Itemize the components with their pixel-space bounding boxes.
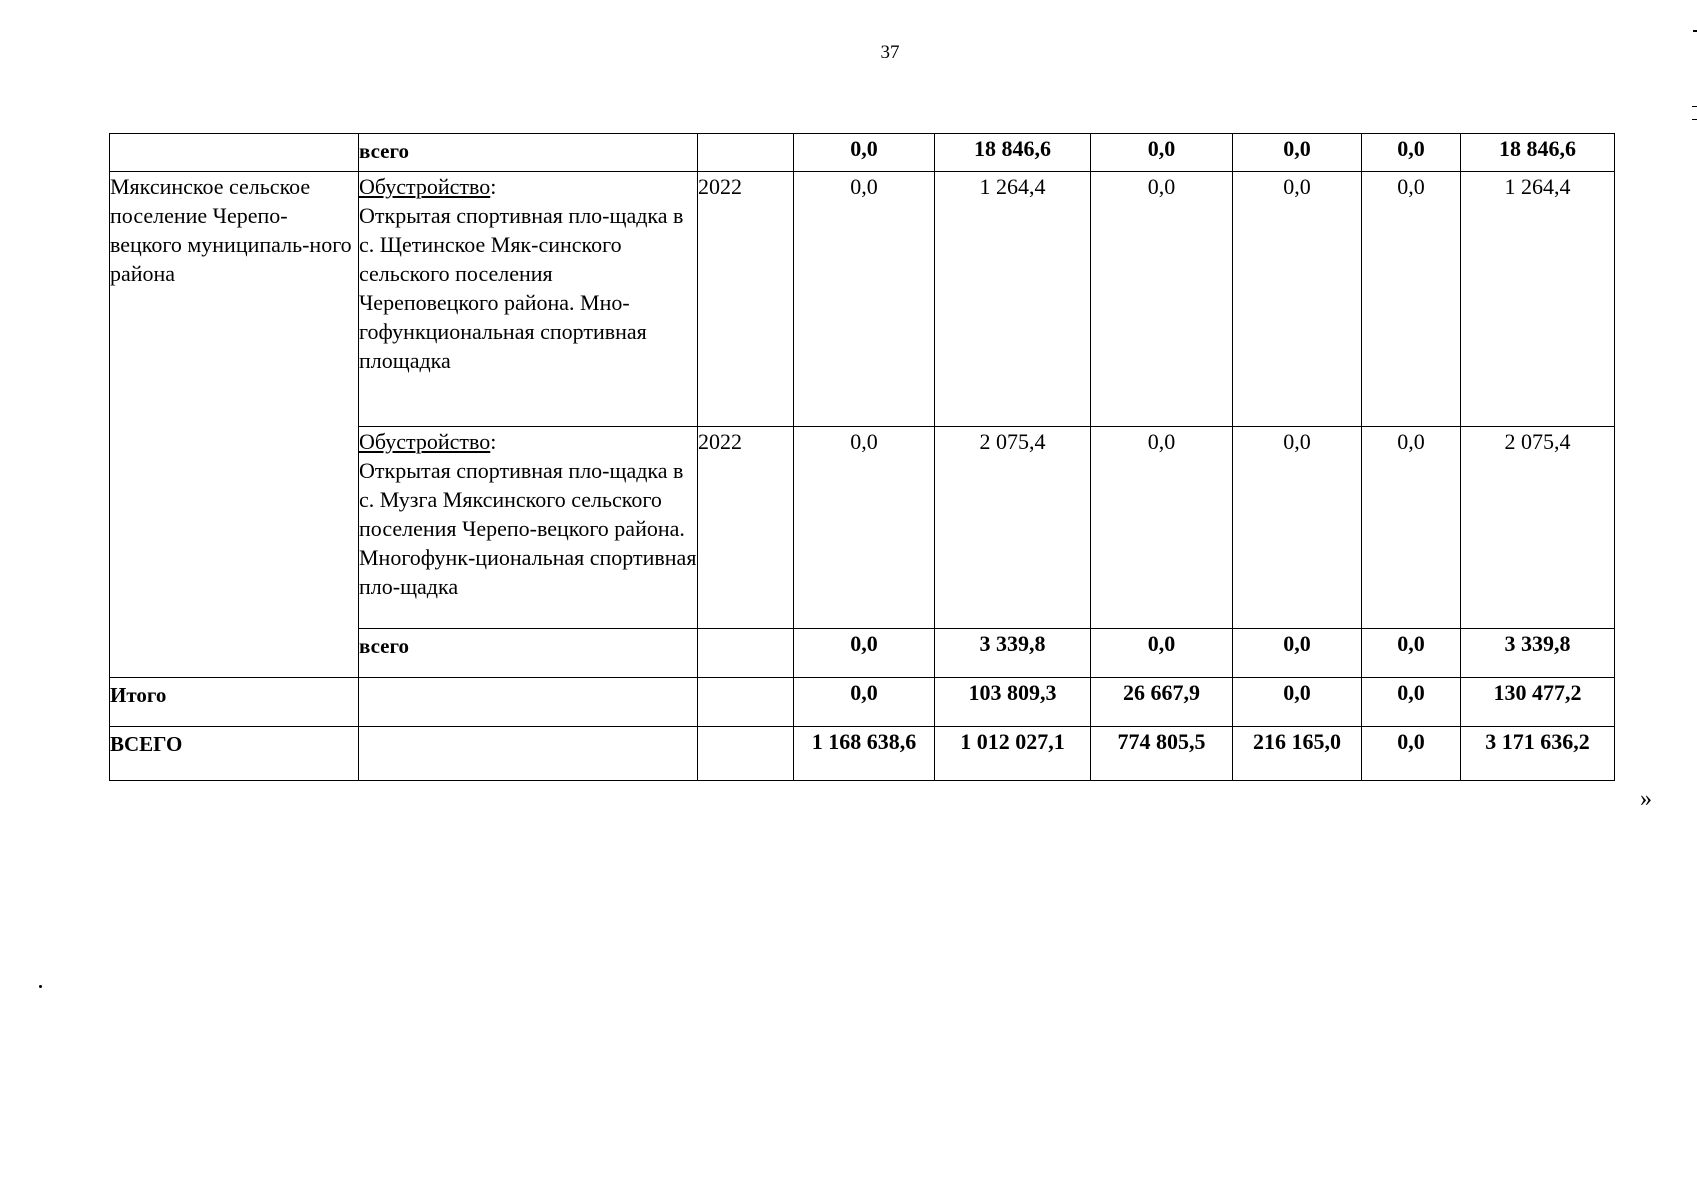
project-description: Открытая спортивная пло-щадка в с. Щетинское Мяк-синского сельского поселения Череповецкого района. Мно-гофункциональная спортивная площадка: [359, 203, 684, 373]
empty-cell: [110, 134, 359, 172]
empty-cell: [359, 727, 698, 781]
project-heading-colon: :: [490, 174, 497, 199]
value-cell: 103 809,3: [935, 678, 1091, 727]
value-cell: 130 477,2: [1461, 678, 1615, 727]
subtotal-label-cell: [359, 629, 698, 678]
page-number: 37: [880, 42, 900, 63]
value-cell: 0,0: [1362, 727, 1461, 781]
value-cell: 0,0: [794, 134, 935, 172]
subtotal-label: всего: [359, 634, 410, 658]
value-cell: 0,0: [1362, 427, 1461, 629]
project-heading-colon: :: [490, 429, 497, 454]
scan-dot: [39, 985, 42, 988]
municipality-cell: [110, 172, 359, 678]
value-cell: 0,0: [1091, 134, 1233, 172]
project-heading: Обустройство: [359, 429, 491, 454]
value-cell: 1 012 027,1: [935, 727, 1091, 781]
project-description-cell: [359, 172, 698, 427]
value-cell: 3 339,8: [1461, 629, 1615, 678]
value-cell: 18 846,6: [935, 134, 1091, 172]
value-cell: 0,0: [1362, 629, 1461, 678]
subtotal-label: всего: [359, 139, 410, 163]
empty-cell: [698, 629, 794, 678]
empty-cell: [698, 678, 794, 727]
scan-edge-mark: [1692, 106, 1697, 120]
project-description: Открытая спортивная пло-щадка в с. Музга Мяксинского сельского поселения Черепо-вецкого района. Многофунк-циональная спортивная пло-щадка: [359, 458, 697, 599]
project-year: 2022: [698, 172, 794, 427]
value-cell: 216 165,0: [1233, 727, 1362, 781]
closing-quote: »: [1640, 786, 1652, 812]
value-cell: 774 805,5: [1091, 727, 1233, 781]
value-cell: 3 339,8: [935, 629, 1091, 678]
value-cell: 2 075,4: [935, 427, 1091, 629]
value-cell: 2 075,4: [1461, 427, 1615, 629]
project-row: [110, 172, 1615, 427]
value-cell: 0,0: [794, 427, 935, 629]
itogo-row: [110, 678, 1615, 727]
itogo-label: Итого: [110, 683, 167, 707]
value-cell: 0,0: [1233, 427, 1362, 629]
value-cell: 0,0: [1362, 678, 1461, 727]
subtotal-row: [110, 134, 1615, 172]
value-cell: 0,0: [1362, 134, 1461, 172]
value-cell: 1 264,4: [935, 172, 1091, 427]
value-cell: 1 168 638,6: [794, 727, 935, 781]
scan-edge-mark: [1693, 30, 1697, 32]
value-cell: 18 846,6: [1461, 134, 1615, 172]
subtotal-label-cell: [359, 134, 698, 172]
value-cell: 1 264,4: [1461, 172, 1615, 427]
value-cell: 0,0: [794, 172, 935, 427]
value-cell: 3 171 636,2: [1461, 727, 1615, 781]
empty-cell: [698, 134, 794, 172]
budget-table: [109, 133, 1615, 781]
value-cell: 0,0: [1091, 427, 1233, 629]
vsego-label-cell: [110, 727, 359, 781]
itogo-label-cell: [110, 678, 359, 727]
vsego-row: [110, 727, 1615, 781]
empty-cell: [359, 678, 698, 727]
value-cell: 0,0: [1233, 172, 1362, 427]
project-year: 2022: [698, 427, 794, 629]
value-cell: 0,0: [794, 629, 935, 678]
value-cell: 0,0: [1233, 678, 1362, 727]
empty-cell: [698, 727, 794, 781]
value-cell: 0,0: [794, 678, 935, 727]
value-cell: 0,0: [1233, 629, 1362, 678]
project-heading: Обустройство: [359, 174, 491, 199]
vsego-label: ВСЕГО: [110, 732, 183, 756]
value-cell: 0,0: [1091, 629, 1233, 678]
value-cell: 0,0: [1091, 172, 1233, 427]
project-description-cell: [359, 427, 698, 629]
value-cell: 26 667,9: [1091, 678, 1233, 727]
municipality-name: Мяксинское сельское поселение Черепо-вецкого муниципаль-ного района: [110, 174, 352, 286]
value-cell: 0,0: [1362, 172, 1461, 427]
value-cell: 0,0: [1233, 134, 1362, 172]
